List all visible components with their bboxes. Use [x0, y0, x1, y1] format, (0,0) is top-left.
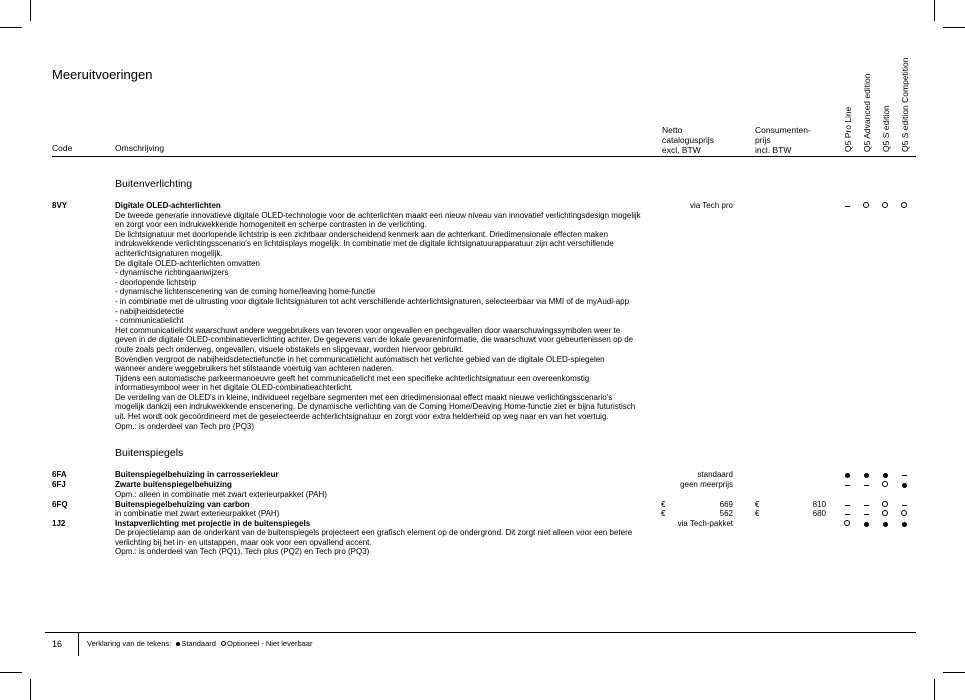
availability-optional — [875, 499, 895, 509]
availability-standard — [875, 519, 895, 529]
page-number: 16 — [52, 639, 63, 649]
option-code: 1J2 — [52, 518, 66, 528]
option-name: Instapverlichting met projectie in de buitenspiegels — [115, 518, 311, 528]
option-net-price: 669 — [719, 499, 733, 509]
availability-standard — [894, 519, 914, 529]
description-line: verlichting bij het in- en uitstappen, maar ook voor een opvallend accent. — [115, 537, 372, 547]
option-name: Buitenspiegelbehuizing in carrosseriekleur — [115, 470, 279, 479]
availability-none — [837, 480, 857, 490]
availability-standard — [894, 480, 914, 490]
legend-label: Verklaring van de tekens: — [87, 639, 172, 648]
option-name: Buitenspiegelbehuizing van carbon — [115, 499, 250, 509]
description-line: indrukwekkende verlichtingsscenario's en lichtdisplays mogelijk. In combinatie met de digitale lichtsignatuurapparatuur zijn acht verschillende — [115, 239, 614, 249]
option-net-price: standaard — [697, 470, 733, 479]
crop-mark — [934, 679, 935, 700]
description-line: Bovendien vergroot de nabijheidsdetectiefunctie in het communicatielicht automatisch het verlichte gebied van de digitale OLED-spiegelen — [115, 354, 605, 364]
option-net-price: via Tech-pakket — [677, 518, 733, 528]
description-line: - in combinatie met de uitrusting voor digitale lichtsignaturen tot acht verschillende achterlichtsignaturen, selecteerbaar via MMI of de myAudi-app — [115, 296, 630, 306]
description-line: wanneer andere weggebruikers het stilstaande voertuig van achteren naderen. — [115, 364, 394, 374]
column-header-net-price — [662, 125, 714, 155]
description-line: De tweede generatie innovatieve digitale OLED-technologie voor de achterlichten maakt een nieuw niveau van innovatief verlichtingsdesign mogelijk — [115, 210, 641, 220]
description-line: informatiesymbool weer in het digitale OLED-combinatieachterlicht. — [115, 383, 353, 393]
option-name: Digitale OLED-achterlichten — [115, 201, 221, 210]
description-line: - dynamische richtingaanwijzers — [115, 268, 229, 278]
option-note: Opm.: alleen in combinatie met zwart exterieurpakket (PAH) — [115, 490, 327, 499]
section-title: Buitenverlichting — [115, 178, 193, 190]
option-name: Zwarte buitenspiegelbehuizing — [115, 480, 232, 489]
description-line: mogelijk dankzij een indrukwekkende enscenering. De dynamische verlichting van de Coming Home/Deaving Home-functie ziet er bijna futuristisch — [115, 402, 636, 412]
availability-none — [856, 480, 876, 490]
euro-sign: € — [661, 499, 666, 509]
availability-none — [837, 201, 857, 211]
model-header-s-edition-competition: Q5 S edition Competition — [900, 57, 910, 152]
euro-sign: € — [755, 499, 760, 509]
column-header-description: Omschrijving — [115, 143, 165, 153]
availability-optional — [894, 508, 914, 518]
option-consumer-price: 680 — [812, 509, 826, 518]
option-code: 6FQ — [52, 499, 68, 509]
model-header-s-edition: Q5 S edition — [881, 105, 891, 152]
availability-optional — [875, 508, 895, 518]
legend-optional: Optioneel — [227, 639, 260, 648]
option-consumer-price: 810 — [812, 499, 826, 509]
description-line: - nabijheidsdetectie — [115, 306, 184, 316]
column-header-code: Code — [52, 143, 73, 153]
section-title: Buitenspiegels — [115, 447, 184, 459]
consumer-price-header-line: prijs — [755, 135, 771, 145]
crop-mark — [934, 0, 935, 21]
availability-optional — [875, 479, 895, 489]
standard-dot-icon — [176, 642, 180, 646]
legend-none: - Niet leverbaar — [261, 639, 313, 648]
optional-circle-icon — [221, 641, 226, 646]
crop-mark — [0, 672, 22, 673]
footer-column-divider — [78, 632, 79, 656]
description-line: achterlichtsignaturen mogelijk. — [115, 248, 223, 258]
description-line: De projectielamp aan de onderkant van de buitenspiegels projecteert een grafisch element op de ondergrond. Dit zorgt niet alleen voor een betere — [115, 528, 633, 537]
description-line: route zoals pech onderweg, ongevallen, visuele obstakels en slipgevaar, worden hiervoor gebruikt. — [115, 344, 464, 354]
option-net-price: via Tech pro — [690, 201, 733, 210]
net-price-header-line: catalogusprijs — [662, 135, 714, 145]
description-line: Opm.: is onderdeel van Tech (PQ1), Tech plus (PQ2) en Tech pro (PQ3) — [115, 547, 370, 557]
crop-mark — [943, 27, 965, 28]
crop-mark — [30, 0, 31, 21]
description-line: - dynamische lichtenscenering van de coming home/leaving home-functie — [115, 287, 376, 297]
description-line: Opm.: is onderdeel van Tech pro (PQ3) — [115, 421, 255, 431]
crop-mark — [943, 672, 965, 673]
consumer-price-header-line: incl. BTW — [755, 145, 792, 155]
footer-divider — [45, 632, 916, 633]
availability-standard — [856, 470, 876, 480]
net-price-header-line: Netto — [662, 125, 683, 135]
option-code: 6FJ — [52, 480, 66, 489]
option-description — [115, 528, 655, 557]
consumer-price-header-line: Consumenten- — [755, 125, 811, 135]
euro-sign: € — [755, 509, 760, 518]
availability-optional — [837, 518, 857, 528]
availability-none — [856, 509, 876, 519]
option-net-price: geen meerprijs — [680, 480, 733, 489]
crop-mark — [30, 679, 31, 700]
option-description — [115, 211, 655, 432]
availability-none — [837, 500, 857, 510]
description-line: De lichtsignatuur met doorlopende lichtstrip is een zichtbaar onderscheidend kenmerk aan de achterkant. Driedimensionale effecten maken — [115, 229, 609, 239]
availability-none — [894, 470, 914, 480]
crop-mark — [0, 27, 22, 28]
option-net-price: 562 — [719, 509, 733, 518]
availability-optional — [894, 200, 914, 210]
availability-standard — [856, 519, 876, 529]
net-price-header-line: excl. BTW — [662, 145, 701, 155]
description-line: en zorgt voor een indrukwekkende homogeniteit en scherpe contrasten in de verlichting. — [115, 220, 427, 230]
footer-legend — [87, 639, 313, 648]
option-code: 6FA — [52, 470, 67, 479]
availability-standard — [837, 470, 857, 480]
availability-none — [856, 500, 876, 510]
availability-optional — [856, 200, 876, 210]
description-line: - doorlopende lichtstrip — [115, 277, 196, 287]
option-code: 8VY — [52, 201, 68, 210]
description-line: Tijdens een automatische parkeermanoeuvre geeft het communicatielicht met een specifieke achterlichtsignatuur een overeenkomstig — [115, 373, 590, 383]
model-header-pro-line: Q5 Pro Line — [843, 106, 853, 152]
description-line: De digitale OLED-achterlichten omvatten — [115, 258, 260, 268]
header-divider — [52, 156, 916, 157]
euro-sign: € — [661, 509, 666, 518]
availability-optional — [875, 200, 895, 210]
description-line: uit. Het wordt ook gecoördineerd met de geselecteerde achterlichtsignatuur en zorgt voor extra helderheid op weg naar en van het voertuig. — [115, 412, 609, 422]
page-title: Meeruitvoeringen — [52, 67, 153, 82]
description-line: - communicatielicht — [115, 316, 184, 326]
legend-standard: Standaard — [181, 639, 216, 648]
description-line: Het communicatielicht waarschuwt andere weggebruikers van tevoren voor ongevallen en pechgevallen door waarschuwingssymbolen weer te — [115, 325, 621, 335]
description-line: De verdeling van de OLED's in kleine, individueel regelbare segmenten met een driedimensionaal effect maakt nieuwe verlichtingsscenario's — [115, 392, 613, 402]
option-sub-variant: in combinatie met zwart exterieurpakket (PAH) — [115, 509, 280, 518]
column-header-consumer-price — [755, 125, 811, 155]
model-header-advanced-edition: Q5 Advanced edition — [862, 73, 872, 152]
description-line: geven in de digitale OLED-combinatieverlichting achter. De gegevens van de lokale gevareninformatie, die waarschuwt voor gebeurtenissen op de — [115, 335, 634, 345]
